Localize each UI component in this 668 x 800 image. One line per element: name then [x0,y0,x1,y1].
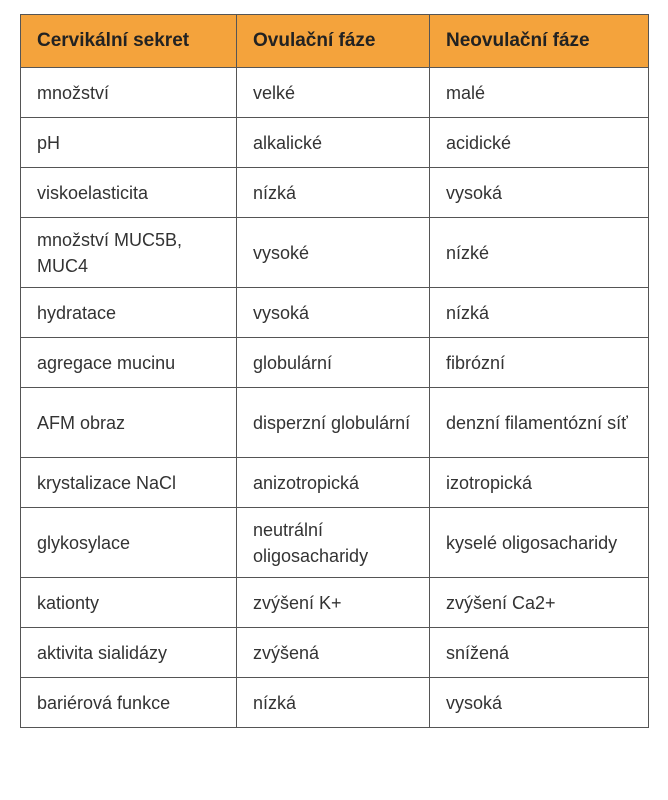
table-header-row [21,15,649,68]
row-property: AFM obraz [21,388,237,458]
row-ovulatory-value: vysoká [237,288,430,338]
row-non-ovulatory-value: vysoká [430,168,649,218]
row-ovulatory-value: alkalické [237,118,430,168]
row-property: množství MUC5B, MUC4 [21,218,237,288]
row-property: pH [21,118,237,168]
row-non-ovulatory-value: denzní filamentózní síť [430,388,649,458]
table-row [21,678,649,728]
table-row [21,338,649,388]
row-non-ovulatory-value: vysoká [430,678,649,728]
row-ovulatory-value: disperzní globulární [237,388,430,458]
header-non-ovulatory-phase: Neovulační fáze [430,15,649,68]
row-ovulatory-value: vysoké [237,218,430,288]
row-non-ovulatory-value: acidické [430,118,649,168]
row-property: hydratace [21,288,237,338]
row-property: bariérová funkce [21,678,237,728]
table-row [21,288,649,338]
table-row [21,458,649,508]
row-non-ovulatory-value: nízká [430,288,649,338]
row-non-ovulatory-value: snížená [430,628,649,678]
table-row [21,388,649,458]
comparison-table [20,14,649,728]
row-property: agregace mucinu [21,338,237,388]
row-non-ovulatory-value: malé [430,68,649,118]
table-row [21,68,649,118]
row-property: glykosylace [21,508,237,578]
row-non-ovulatory-value: nízké [430,218,649,288]
header-ovulatory-phase: Ovulační fáze [237,15,430,68]
row-ovulatory-value: nízká [237,678,430,728]
row-property: množství [21,68,237,118]
table-row [21,578,649,628]
row-ovulatory-value: nízká [237,168,430,218]
row-ovulatory-value: zvýšená [237,628,430,678]
table-row [21,118,649,168]
comparison-table-container [20,14,648,728]
row-non-ovulatory-value: fibrózní [430,338,649,388]
row-property: aktivita sialidázy [21,628,237,678]
row-ovulatory-value: neutrální oligosacharidy [237,508,430,578]
header-cervical-secretion: Cervikální sekret [21,15,237,68]
row-non-ovulatory-value: kyselé oligosacharidy [430,508,649,578]
row-ovulatory-value: anizotropická [237,458,430,508]
table-row [21,168,649,218]
row-property: viskoelasticita [21,168,237,218]
row-property: krystalizace NaCl [21,458,237,508]
row-non-ovulatory-value: izotropická [430,458,649,508]
table-row [21,218,649,288]
row-ovulatory-value: velké [237,68,430,118]
table-row [21,508,649,578]
row-non-ovulatory-value: zvýšení Ca2+ [430,578,649,628]
row-ovulatory-value: zvýšení K+ [237,578,430,628]
row-ovulatory-value: globulární [237,338,430,388]
row-property: kationty [21,578,237,628]
table-row [21,628,649,678]
